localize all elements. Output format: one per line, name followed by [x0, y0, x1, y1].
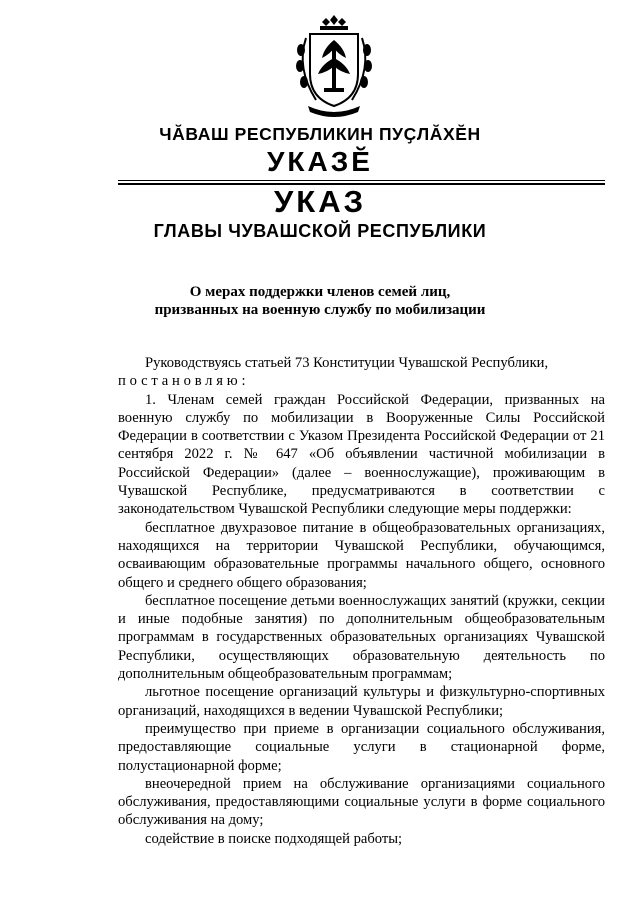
chuvash-header-title: ЧĂВАШ РЕСПУБЛИКИН ПУҪЛĂХĔН [159, 124, 481, 144]
chuvash-decree-title: УКАЗĔ [267, 146, 373, 177]
decree-subject [0, 283, 640, 319]
decree-body [118, 354, 605, 848]
decree-title: УКАЗ [273, 184, 366, 219]
body-paragraph: 1. Членам семей граждан Российской Федерации, призванных на военную службу по мобилизации в Вооруженные Силы Российской Федерации в соответствии с Указом Президента Российской Федерации от 21 сентября 2022 г. № 647 «Об объявлении частичной мобилизации в Российской Федерации» (далее – военнослужащие), проживающим в Чувашской Республике, предусматриваются в соответствии с законодательством Чувашской Республики следующие меры поддержки: [118, 391, 605, 518]
header-divider-thin [118, 180, 605, 181]
decree-subject-line-2: призванных на военную службу по мобилизации [154, 302, 486, 318]
body-paragraph: бесплатное посещение детьми военнослужащих занятий (кружки, секции и иные подобные занятия) по дополнительным общеобразовательным программам в государственных образовательных организациях Чувашской Республики, осуществляющих образовательную деятельность по дополнительным общеобразовательным программам; [118, 592, 605, 683]
body-paragraph: льготное посещение организаций культуры и физкультурно-спортивных организаций, находящихся в ведении Чувашской Республики; [118, 684, 605, 719]
decree-subtitle: ГЛАВЫ ЧУВАШСКОЙ РЕСПУБЛИКИ [153, 221, 487, 241]
body-paragraph: содействие в поиске подходящей работы; [145, 830, 403, 847]
decree-subject-line-1: О мерах поддержки членов семей лиц, [189, 284, 451, 300]
body-paragraph: внеочередной прием на обслуживание организациями социального обслуживания, предоставляющими социальные услуги в форме социального обслуживания на дому; [118, 775, 605, 829]
body-paragraph: Руководствуясь статьей 73 Конституции Чувашской Республики, [145, 355, 549, 371]
body-paragraph: бесплатное двухразовое питание в общеобразовательных организациях, находящихся на территории Чувашской Республики, обучающимся, осваивающим образовательные программы начального общего, основного общего и среднего общего образования; [118, 519, 605, 591]
body-paragraph: преимущество при приеме в организации социального обслуживания, предоставляющие социальные услуги в стационарной форме, полустационарной форме; [118, 720, 605, 774]
body-paragraph-decides: постановляю: [118, 373, 250, 390]
coat-of-arms-emblem [292, 14, 376, 118]
